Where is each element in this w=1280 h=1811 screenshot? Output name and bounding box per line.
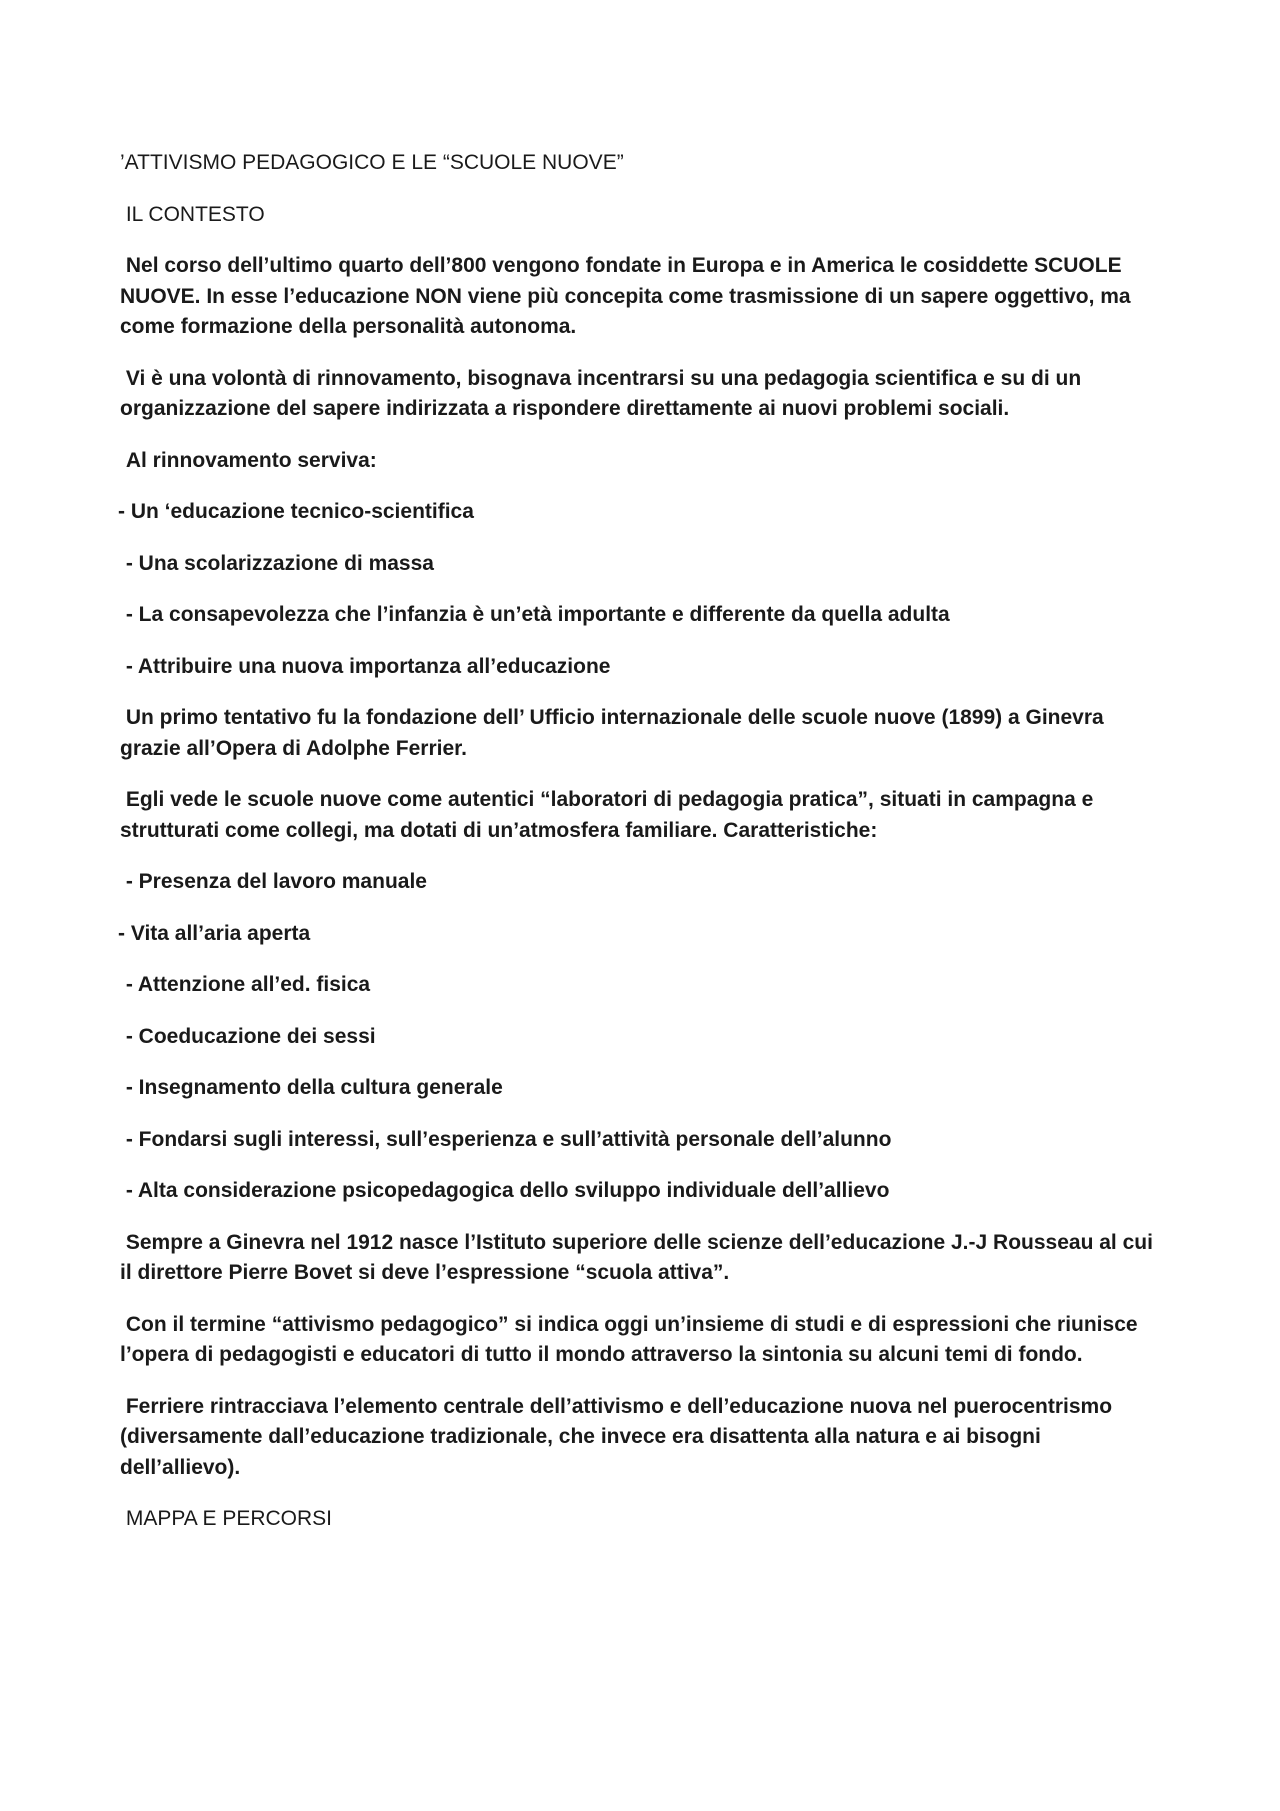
paragraph-istituto-rousseau: Sempre a Ginevra nel 1912 nasce l’Istituto superiore delle scienze dell’educazione J.-J Rousseau al cui il direttore Pierre Bovet si deve l’espressione “scuola attiva”.	[120, 1230, 1159, 1284]
paragraph-scuole-nuove: Nel corso dell’ultimo quarto dell’800 vengono fondate in Europa e in America le cosiddette SCUOLE NUOVE. In esse l’educazione NON viene più concepita come trasmissione di un sapere oggettivo, ma come formazione della personalità autonoma.	[120, 254, 1137, 338]
document-title: ’ATTIVISMO PEDAGOGICO E LE “SCUOLE NUOVE”	[120, 151, 624, 174]
paragraph-puerocentrismo: Ferriere rintracciava l’elemento centrale dell’attivismo e dell’educazione nuova nel puerocentrismo (diversamente dall’educazione tradizionale, che invece era disattenta alla natura e ai bisogni dell’allievo).	[120, 1394, 1118, 1479]
list-item: - Attribuire una nuova importanza all’educazione	[120, 654, 611, 678]
paragraph-serviva: Al rinnovamento serviva:	[120, 448, 377, 472]
list-item: - La consapevolezza che l’infanzia è un’età importante e differente da quella adulta	[120, 603, 950, 626]
list-item: - Alta considerazione psicopedagogica dello sviluppo individuale dell’allievo	[120, 1179, 890, 1202]
paragraph-laboratori: Egli vede le scuole nuove come autentici “laboratori di pedagogia pratica”, situati in campagna e strutturati come collegi, ma dotati di un’atmosfera familiare. Caratteristiche:	[120, 788, 1100, 842]
document-body	[120, 148, 1165, 1556]
list-item: - Coeducazione dei sessi	[120, 1024, 376, 1048]
list-item: - Fondarsi sugli interessi, sull’esperienza e sull’attività personale dell’alunno	[120, 1127, 892, 1151]
paragraph-attivismo-termine: Con il termine “attivismo pedagogico” si indica oggi un’insieme di studi e di espressioni che riunisce l’opera di pedagogisti e educatori di tutto il mondo attraverso la sintonia su alcuni temi di fondo.	[120, 1312, 1144, 1366]
section-heading-mappa: MAPPA E PERCORSI	[120, 1507, 333, 1530]
list-item: - Insegnamento della cultura generale	[120, 1076, 503, 1099]
list-item: - Attenzione all’ed. fisica	[120, 973, 371, 996]
list-item: - Un ‘educazione tecnico-scientifica	[118, 500, 474, 523]
section-heading-contesto: IL CONTESTO	[120, 202, 265, 226]
paragraph-ufficio: Un primo tentativo fu la fondazione dell’ Ufficio internazionale delle scuole nuove (1899) a Ginevra grazie all’Opera di Adolphe Ferrier.	[120, 706, 1110, 760]
list-item: - Vita all’aria aperta	[118, 921, 311, 945]
list-item: - Una scolarizzazione di massa	[120, 551, 434, 575]
paragraph-rinnovamento: Vi è una volontà di rinnovamento, bisognava incentrarsi su una pedagogia scientifica e su di un organizzazione del sapere indirizzata a rispondere direttamente ai nuovi problemi sociali.	[120, 366, 1088, 420]
list-item: - Presenza del lavoro manuale	[120, 870, 427, 893]
